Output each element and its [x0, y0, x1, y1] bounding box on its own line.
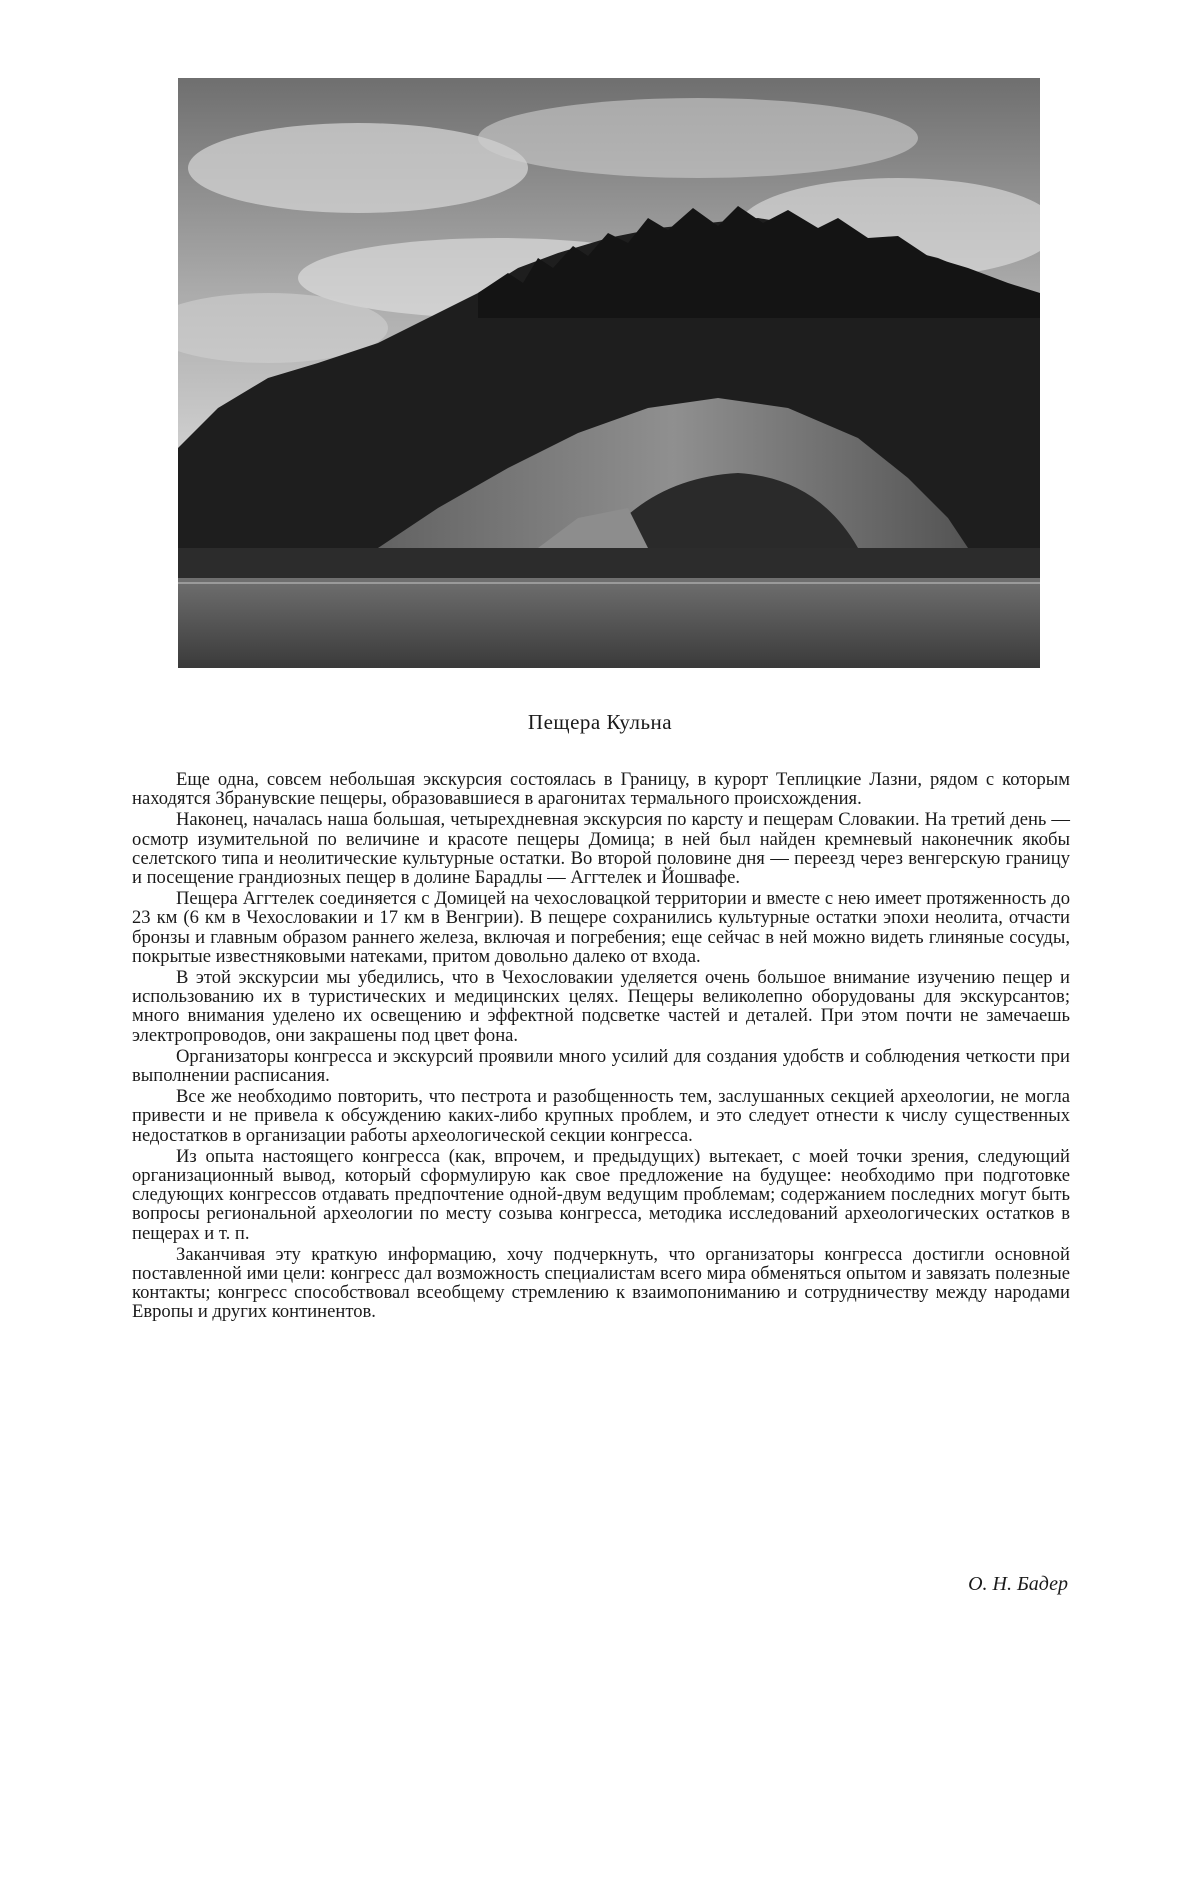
paragraph: В этой экскурсии мы убедились, что в Чехословакии уделяется очень большое внимание изучению пещер и использованию их в туристических и медицинских целях. Пещеры великолепно оборудованы для экскурсантов; много внимания уделено их освещению и эффектной подсветке частей и деталей. При этом почти не замечаешь электропроводов, они закрашены под цвет фона.: [132, 967, 1070, 1046]
paragraph: Пещера Аггтелек соединяется с Домицей на чехословацкой территории и вместе с нею имеет протяженность до 23 км (6 км в Чехословакии и 17 км в Венгрии). В пещере сохранились культурные остатки эпохи неолита, отчасти бронзы и главным образом раннего железа, включая и погребения; еще сейчас в ней можно видеть глиняные сосуды, покрытые известняковыми натеками, притом довольно далеко от входа.: [132, 888, 1070, 967]
author-signature: О. Н. Бадер: [968, 1573, 1068, 1595]
article-text: [132, 770, 1070, 1324]
figure-caption: Пещера Кульна: [527, 710, 673, 734]
paragraph: Наконец, началась наша большая, четырехдневная экскурсия по карсту и пещерам Словакии. На третий день — осмотр изумительной по величине и красоте пещеры Домица; в ней был найден кремневый наконечник якобы селетского типа и неолитические культурные остатки. Во второй половине дня — переезд через венгерскую границу и посещение грандиозных пещер в долине Барадлы — Аггтелек и Йошвафе.: [132, 809, 1070, 889]
paragraph: Организаторы конгресса и экскурсий проявили много усилий для создания удобств и соблюдения четкости при выполнении расписания.: [132, 1045, 1070, 1087]
paragraph: Еще одна, совсем небольшая экскурсия состоялась в Границу, в курорт Теплицкие Лазни, рядом с которым находятся Збранувские пещеры, образовавшиеся в арагонитах термального происхождения.: [132, 769, 1070, 810]
landscape-photo-icon: [178, 78, 1040, 668]
paragraph: Все же необходимо повторить, что пестрота и разобщенность тем, заслушанных секцией археологии, не могла привести и не привела к обсуждению каких-либо крупных проблем, и это следует отнести к числу существенных недостатков в организации работы археологической секции конгресса.: [132, 1086, 1070, 1146]
cave-photograph: [178, 78, 1040, 668]
paragraph: Из опыта настоящего конгресса (как, впрочем, и предыдущих) вытекает, с моей точки зрения, следующий организационный вывод, который сформулирую как свое предложение на будущее: необходимо при подготовке следующих конгрессов отдавать предпочтение одной-двум ведущим проблемам; содержанием последних могут быть вопросы региональной археологии по месту созыва конгресса, методика исследований археологических остатков в пещерах и т. п.: [132, 1145, 1070, 1244]
paragraph: Заканчивая эту краткую информацию, хочу подчеркнуть, что организаторы конгресса достигли основной поставленной ими цели: конгресс дал возможность специалистам всего мира обменяться опытом и завязать полезные контакты; конгресс способствовал всеобщему стремлению к взаимопониманию и сотрудничеству между народами Европы и других континентов.: [132, 1243, 1070, 1323]
